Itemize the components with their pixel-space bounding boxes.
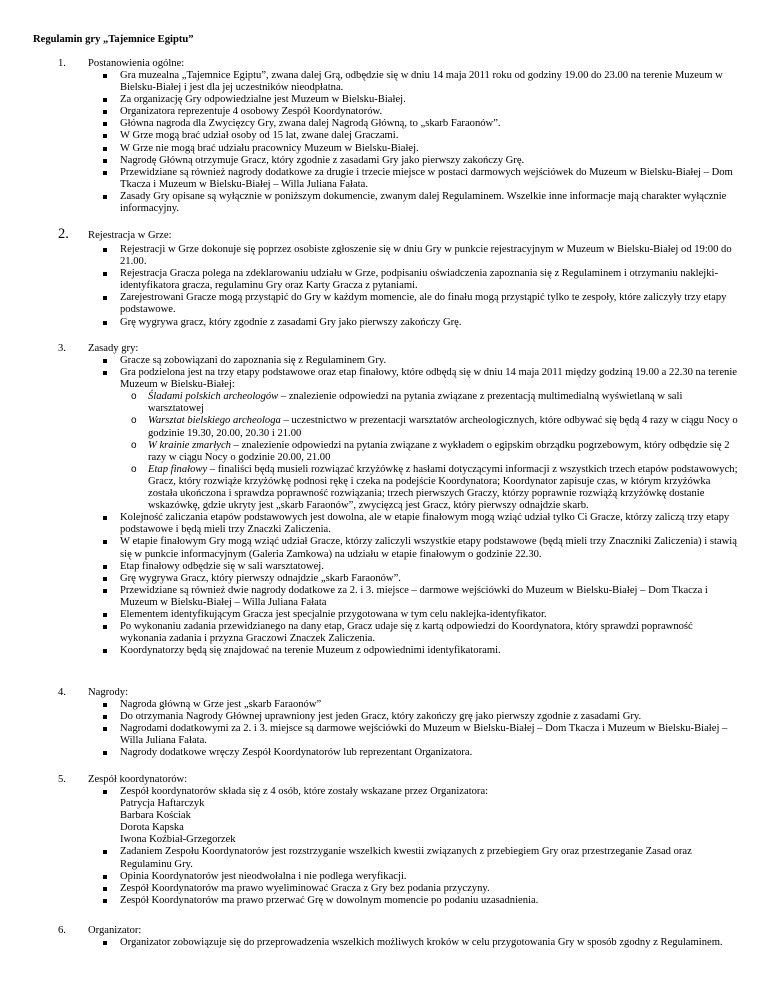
list-item: Za organizację Gry odpowiedzialne jest Muzeum w Bielsku-Białej.	[110, 94, 738, 106]
list-item: Po wykonaniu zadania przewidzianego na dany etap, Gracz udaje się z kartą odpowiedzi do Koordynatora, który sprawdzi poprawność wykonania zadania i przyzna Graczowi Znaczek Zaliczenia.	[110, 621, 738, 645]
list-item: Grę wygrywa Gracz, który pierwszy odnajdzie „skarb Faraonów”.	[110, 573, 738, 585]
list-item: Elementem identyfikującym Gracza jest specjalnie przygotowana w tym celu naklejka-identyfikator.	[110, 609, 738, 621]
list-item	[110, 367, 738, 512]
section-heading: Zasady gry:	[88, 343, 139, 354]
section-6-list	[110, 937, 738, 949]
stage-name: Warsztat bielskiego archeologa	[148, 415, 281, 427]
section-5-list	[110, 786, 738, 907]
list-item: Kolejność zaliczania etapów podstawowych jest dowolna, ale w etapie finałowym mogą wziąć udział tylko Ci Gracze, którzy zaliczą trzy etapy podstawowe i będą mieli trzy Znaczki Zaliczenia.	[110, 512, 738, 536]
list-item: Zasady Gry opisane są wyłącznie w poniższym dokumencie, zwanym dalej Regulaminem. Wszelkie inne informacje mają charakter wyłącznie informacyjny.	[110, 191, 738, 215]
stage-item	[131, 391, 738, 415]
section-2-list	[110, 244, 738, 329]
list-item-text: Zespół koordynatorów składa się z 4 osób, które zostały wskazane przez Organizatora:	[120, 786, 489, 797]
list-item: Rejestracji w Grze dokonuje się poprzez osobiste zgłoszenie się w dniu Gry w punkcie rejestracyjnym w Muzeum w Bielsku-Białej od 19:00 do 21.00.	[110, 244, 738, 268]
list-item: Koordynatorzy będą się znajdować na terenie Muzeum z odpowiednimi identyfikatorami.	[110, 645, 738, 657]
coordinator-name: Patrycja Haftarczyk	[120, 798, 205, 810]
coordinator-name: Dorota Kapska	[120, 822, 184, 834]
section-heading: Zespół koordynatorów:	[88, 774, 188, 785]
list-item: Przewidziane są również dwie nagrody dodatkowe za 2. i 3. miejsce – darmowe wejściówki do Muzeum w Bielsku-Białej – Dom Tkacza i Muzeum w Bielsku-Białej – Willa Juliana Fałata	[110, 585, 738, 609]
list-item: Do otrzymania Nagrody Głównej uprawniony jest jeden Gracz, który zakończy grę jako pierwszy zgodnie z zasadami Gry.	[110, 711, 738, 723]
stage-item	[131, 440, 738, 464]
section-4-list	[110, 699, 738, 759]
list-item: Opinia Koordynatorów jest nieodwołalna i nie podlega weryfikacji.	[110, 871, 738, 883]
list-item: W etapie finałowym Gry mogą wziąć udział Gracze, którzy zaliczyli wszystkie etapy podstawowe (będą mieli trzy Znaczniki Zaliczenia) i stawią się w punkcie informacyjnym (Galeria Zamkowa) na udziału w etapie finałowym o godzinie 22.30.	[110, 536, 738, 560]
list-item: Organizatora reprezentuje 4 osobowy Zespół Koordynatorów.	[110, 106, 738, 118]
list-item: Nagroda główną w Grze jest „skarb Faraonów”	[110, 699, 738, 711]
list-item	[110, 786, 738, 846]
list-item: Nagrodami dodatkowymi za 2. i 3. miejsce są darmowe wejściówki do Muzeum w Bielsku-Białej – Dom Tkacza i Muzeum w Bielsku-Białej – Willa Juliana Fałata.	[110, 723, 738, 747]
list-item: Główna nagroda dla Zwycięzcy Gry, zwana dalej Nagrodą Główną, to „skarb Faraonów”.	[110, 118, 738, 130]
stage-text: – znalezienie odpowiedzi na pytania związane z wykładem o egipskim obrządku pogrzebowym, który odbędzie się 2 razy w ciągu Nocy o godzinie 20.00, 21.00	[148, 439, 730, 463]
coordinator-name: Barbara Kościak	[120, 810, 191, 822]
list-item: Gra muzealna „Tajemnice Egiptu”, zwana dalej Grą, odbędzie się w dniu 14 maja 2011 roku od godziny 19.00 do 23.00 na terenie Muzeum w Bielsku-Białej i jest dla jej uczestników nieodpłatna.	[110, 70, 738, 94]
list-item: Przewidziane są również nagrody dodatkowe za drugie i trzecie miejsce w postaci darmowych wejściówek do Muzeum w Bielsku-Białej – Dom Tkacza i Muzeum w Bielsku-Białej – Willa Juliana Fałata.	[110, 167, 738, 191]
list-item: W Grze nie mogą brać udziału pracownicy Muzeum w Bielsku-Białej.	[110, 143, 738, 155]
list-item: Zarejestrowani Gracze mogą przystąpić do Gry w każdym momencie, ale do finału mogą przystąpić tylko te zespoły, które zaliczyły trzy etapy podstawowe.	[110, 292, 738, 316]
document-title: Regulamin gry „Tajemnice Egiptu”	[33, 34, 194, 45]
section-heading: Organizator:	[88, 925, 142, 936]
list-item: W Grze mogą brać udział osoby od 15 lat, zwane dalej Graczami.	[110, 130, 738, 142]
stage-name: Śladami polskich archeologów	[148, 391, 279, 403]
list-item: Grę wygrywa gracz, który zgodnie z zasadami Gry jako pierwszy zakończy Grę.	[110, 317, 738, 329]
section-3-list	[110, 355, 738, 657]
section-1-list	[110, 70, 738, 215]
section-heading: Rejestracja w Grze:	[88, 230, 172, 241]
section-heading: Postanowienia ogólne:	[88, 58, 185, 69]
stage-text: – uczestnictwo w prezentacji warsztatów archeologicznych, które odbywać się będą 4 razy w ciągu Nocy o godzinie 19.30, 20.00, 20.30 i 21.00	[148, 415, 738, 439]
list-item: Zespół Koordynatorów ma prawo przerwać Grę w dowolnym momencie po podaniu uzasadnienia.	[110, 895, 738, 907]
list-item: Zespół Koordynatorów ma prawo wyeliminować Gracza z Gry bez podania przyczyny.	[110, 883, 738, 895]
list-item: Etap finałowy odbędzie się w sali warsztatowej.	[110, 561, 738, 573]
stage-item	[131, 415, 738, 439]
section-number: 3.	[58, 343, 66, 354]
list-item-text: Gra podzielona jest na trzy etapy podstawowe oraz etap finałowy, które odbędą się w dniu 14 maja 2011 między godziną 19.00 a 22.30 na terenie Muzeum w Bielsku-Białej:	[120, 367, 737, 391]
stages-list	[131, 391, 738, 512]
stage-name: W krainie zmarłych	[148, 439, 231, 451]
section-number: 1.	[58, 58, 66, 69]
stage-text: – znalezienie odpowiedzi na pytania związane z prezentacją multimedialną wyświetlaną w sali warsztatowej	[148, 391, 683, 415]
coordinator-name: Iwona Koźbiał-Grzegorzek	[120, 834, 236, 846]
stage-item	[131, 464, 738, 512]
list-item: Zadaniem Zespołu Koordynatorów jest rozstrzyganie wszelkich kwestii związanych z przebiegiem Gry oraz przestrzeganie Zasad oraz Regulaminu Gry.	[110, 846, 738, 870]
section-number: 5.	[58, 774, 66, 785]
list-item: Gracze są zobowiązani do zapoznania się z Regulaminem Gry.	[110, 355, 738, 367]
list-item: Nagrody dodatkowe wręczy Zespół Koordynatorów lub reprezentant Organizatora.	[110, 747, 738, 759]
section-number: 6.	[58, 925, 66, 936]
list-item: Nagrodę Główną otrzymuje Gracz, który zgodnie z zasadami Gry jako pierwszy zakończy Grę.	[110, 155, 738, 167]
stage-text: – finaliści będą musieli rozwiązać krzyżówkę z hasłami dotyczącymi informacji z wszystkich trzech etapów podstawowych; Gracz, który rozwiąże krzyżówkę podnosi rękę i czeka na podejście Koordynatora; Koordynator zapisuje czas, w którym krzyżówka została ukończona i sprawdza poprawność rozwiązania; trzech pierwszych Graczy, którzy poprawnie rozwiążą krzyżówkę dostanie wskazówkę, gdzie ukryty jest „skarb Faraonów”, zwycięzcą jest Gracz, który pierwszy odnajdzie skarb.	[148, 463, 738, 512]
section-heading: Nagrody:	[88, 687, 129, 698]
section-number: 2.	[58, 226, 69, 242]
list-item: Rejestracja Gracza polega na zdeklarowaniu udziału w Grze, podpisaniu oświadczenia zapoznania się z Regulaminem i otrzymaniu naklejki-identyfikatora gracza, regulaminu Gry oraz Karty Gracza z pytaniami.	[110, 268, 738, 292]
section-number: 4.	[58, 687, 66, 698]
stage-name: Etap finałowy	[148, 463, 208, 475]
list-item: Organizator zobowiązuje się do przeprowadzenia wszelkich możliwych kroków w celu przygotowania Gry w sposób zgodny z Regulaminem.	[110, 937, 738, 949]
